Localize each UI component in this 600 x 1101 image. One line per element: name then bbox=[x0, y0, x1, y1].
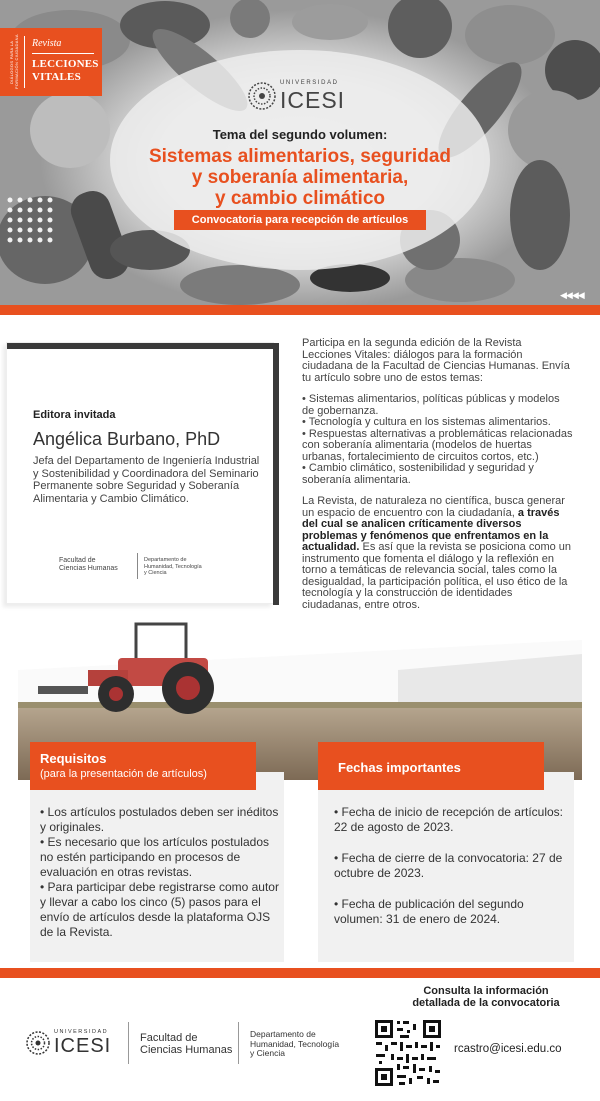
department-mini-logo bbox=[144, 557, 234, 577]
footer-department-line-1: Departamento de bbox=[250, 1029, 316, 1039]
intro-text bbox=[302, 338, 574, 621]
title-line-2: y soberanía alimentaria, bbox=[191, 167, 409, 188]
consult-line-1: Consulta la información bbox=[423, 985, 549, 997]
page-title bbox=[0, 146, 600, 209]
badge-divider bbox=[24, 36, 25, 88]
footer-uni-small: UNIVERSIDAD bbox=[54, 1029, 109, 1035]
qr-code[interactable] bbox=[373, 1018, 443, 1088]
hero-banner bbox=[0, 0, 600, 305]
list-item: • Los artículos postulados deben ser inéditos y originales. bbox=[40, 805, 279, 834]
dates-list bbox=[334, 805, 566, 943]
footer-divider bbox=[128, 1022, 129, 1064]
editor-description: Jefa del Departamento de Ingeniería Industrial y Sostenibilidad y Coordinadora del Seminario Permanente sobre Seguridad y Soberanía Alimentaria y Cambio Climático. bbox=[33, 455, 260, 505]
requirements-subheading: (para la presentación de artículos) bbox=[40, 768, 207, 780]
faculty-line-2: Ciencias Humanas bbox=[59, 565, 118, 572]
department-line-1: Departamento de bbox=[144, 557, 187, 563]
icesi-name: ICESI bbox=[280, 87, 346, 113]
department-line-2: Humanidad, Tecnología bbox=[144, 563, 202, 570]
editor-card bbox=[6, 342, 274, 604]
department-line-3: y Ciencia bbox=[144, 570, 167, 576]
faculty-line-1: Facultad de bbox=[59, 557, 96, 564]
list-item: • Es necesario que los artículos postulados no estén participando en procesos de evaluación en otras revistas. bbox=[40, 835, 269, 879]
badge-line bbox=[32, 53, 94, 54]
topic-item: • Cambio climático, sostenibilidad y seguridad y soberanía alimentaria. bbox=[302, 462, 534, 486]
editor-label: Editora invitada bbox=[33, 409, 116, 421]
contact-email[interactable]: rcastro@icesi.edu.co bbox=[454, 1043, 562, 1055]
topic-item: • Tecnología y cultura en los sistemas alimentarios. bbox=[302, 416, 551, 428]
topics-list bbox=[302, 394, 574, 486]
faculty-mini-logo bbox=[59, 557, 118, 573]
dates-header bbox=[318, 742, 544, 790]
logo-divider bbox=[137, 553, 138, 579]
topic-item: • Respuestas alternativas a problemáticas relacionadas con soberanía alimentaria (modelos de huertas urbanas, fortalecimiento de circuitos cortos, etc.) bbox=[302, 427, 573, 463]
title-line-1: Sistemas alimentarios, seguridad bbox=[148, 146, 451, 167]
footer-faculty-line-1: Facultad de bbox=[140, 1032, 198, 1044]
requirements-heading: Requisitos bbox=[40, 751, 107, 766]
theme-label: Tema del segundo volumen: bbox=[212, 127, 388, 142]
footer-department-line-3: y Ciencia bbox=[250, 1048, 285, 1058]
title-line-3: y cambio climático bbox=[214, 188, 385, 209]
arrows-icon: ◀◀◀◀ bbox=[560, 290, 584, 300]
description-end: Es así que la revista se posiciona como un instrumento que fomenta el diálogo y la reflexión en torno a temáticas de relevancia social, tales como la desigualdad, la participación política, el uso ético de la tecnología y la construcción de identidades ciudadanas, entre otros. bbox=[302, 541, 572, 611]
requirements-header bbox=[30, 742, 256, 790]
consult-line-2: detallada de la convocatoria bbox=[412, 997, 560, 1009]
card-top-edge bbox=[7, 343, 275, 349]
footer-faculty-line-2: Ciencias Humanas bbox=[140, 1044, 233, 1056]
editor-name: Angélica Burbano, PhD bbox=[33, 429, 221, 449]
description-paragraph bbox=[302, 496, 574, 611]
badge-vertical-text: DIÁLOGOS PARA LA FORMACIÓN CIUDADANA bbox=[9, 34, 19, 90]
footer-divider-bar bbox=[0, 968, 600, 978]
footer-department bbox=[250, 1030, 339, 1059]
description-bold: a través del cual se analicen críticamente diversos problemas y fenómenos que enfrentamos en la actualidad. bbox=[302, 506, 560, 553]
call-banner: Convocatoria para recepción de artículos bbox=[174, 210, 426, 230]
revista-badge bbox=[0, 28, 102, 96]
dates-heading: Fechas importantes bbox=[338, 760, 461, 775]
consult-text bbox=[386, 985, 586, 1009]
list-item: • Fecha de publicación del segundo volumen: 31 de enero de 2024. bbox=[334, 897, 524, 926]
intro-paragraph: Participa en la segunda edición de la Revista Lecciones Vitales: diálogos para la formación ciudadana de la Facultad de Ciencias Humanas. Envía tu artículo sobre uno de estos temas: bbox=[302, 337, 570, 384]
hero-divider-bar bbox=[0, 305, 600, 315]
icesi-small-text: UNIVERSIDAD bbox=[280, 80, 339, 86]
list-item: • Para participar debe registrarse como autor y llevar a cabo los cinco (5) pasos para el envío de artículos desde la plataforma OJS de la Revista. bbox=[40, 880, 279, 939]
list-item: • Fecha de inicio de recepción de artículos: 22 de agosto de 2023. bbox=[334, 805, 563, 834]
footer-faculty bbox=[140, 1032, 232, 1056]
topic-item: • Sistemas alimentarios, políticas públicas y modelos de gobernanza. bbox=[302, 393, 560, 417]
footer-divider bbox=[238, 1022, 239, 1064]
description-start: La Revista, de naturaleza no científica, busca generar un espacio de encuentro con la ciudadanía, bbox=[302, 495, 565, 519]
requirements-list bbox=[40, 805, 280, 940]
badge-revista: Revista bbox=[32, 38, 62, 49]
footer-uni-name: ICESI bbox=[54, 1035, 112, 1057]
icesi-seal-icon bbox=[26, 1031, 50, 1055]
badge-title-2: VITALES bbox=[32, 71, 81, 83]
footer-department-line-2: Humanidad, Tecnología bbox=[250, 1038, 340, 1049]
badge-title-1: LECCIONES bbox=[32, 58, 99, 70]
icesi-seal-icon bbox=[248, 82, 276, 110]
card-side-edge bbox=[273, 343, 279, 605]
list-item: • Fecha de cierre de la convocatoria: 27 de octubre de 2023. bbox=[334, 851, 563, 880]
